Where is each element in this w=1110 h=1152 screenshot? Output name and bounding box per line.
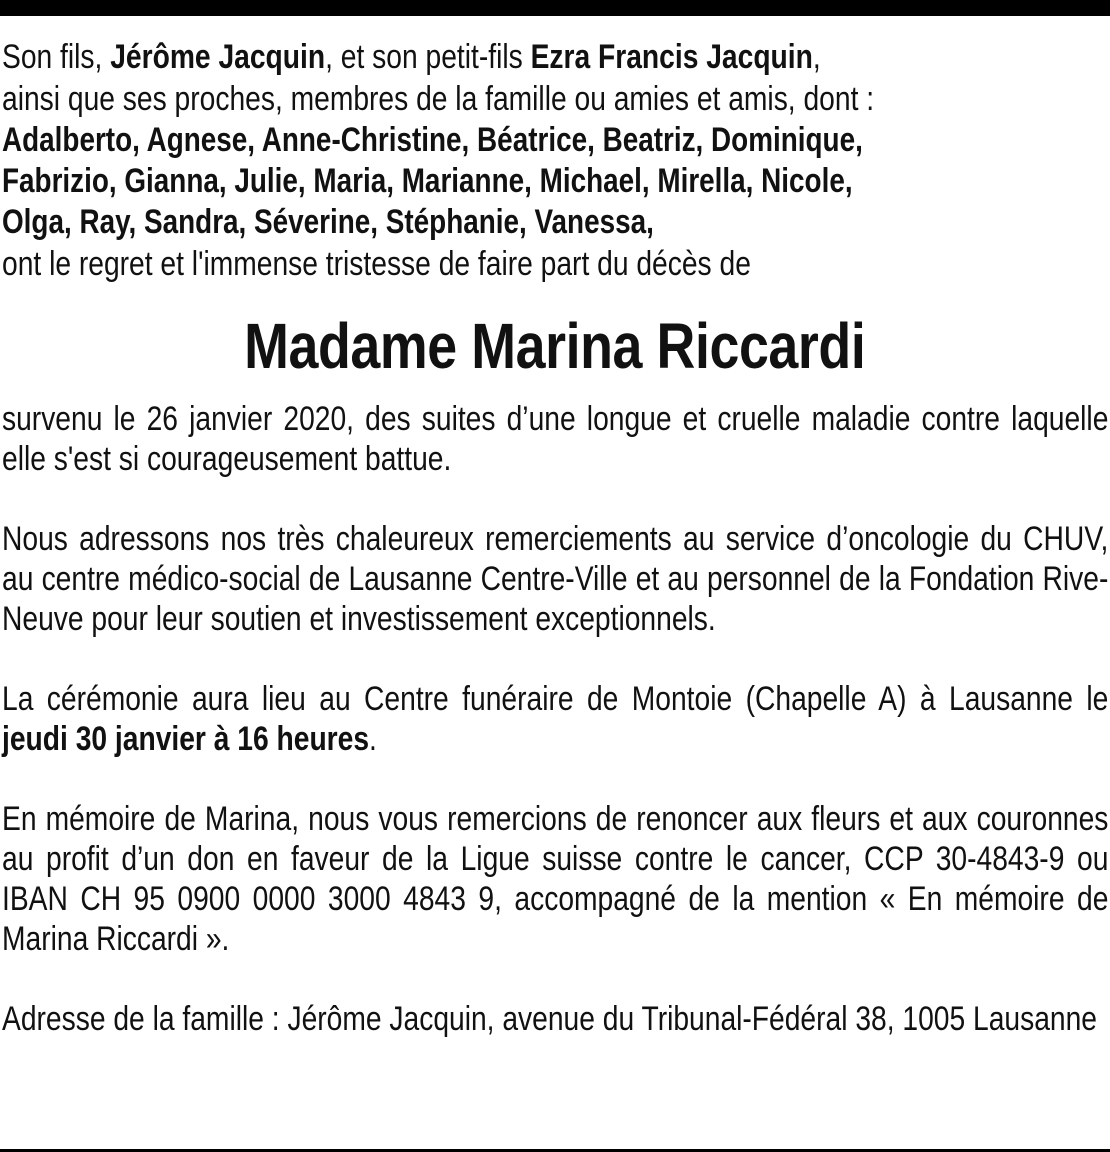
date-paragraph: survenu le 26 janvier 2020, des suites d’une longue et cruelle maladie contre laquelle elle s'est si courageusement battue. <box>2 400 1109 478</box>
thanks-paragraph: Nous adressons nos très chaleureux remerciements au service d’oncologie du CHUV, au centre médico-social de Lausanne Centre-Ville et au personnel de la Fondation Rive-Neuve pour leur soutien et investissement exceptionnels. <box>2 520 1109 638</box>
ceremony-date: jeudi 30 janvier à 16 heures <box>2 720 370 758</box>
ceremony-paragraph <box>2 679 1108 759</box>
paragraph-spacer <box>2 959 1108 999</box>
deceased-name: Madame Marina Riccardi <box>244 310 866 382</box>
grandson-name: Ezra Francis Jacquin <box>530 38 813 76</box>
son-name: Jérôme Jacquin <box>110 38 326 76</box>
intro-line-family <box>2 36 920 78</box>
obituary-notice <box>2 36 1108 1039</box>
intro-line-relatives: ainsi que ses proches, membres de la famille ou amies et amis, dont : <box>2 80 875 118</box>
relatives-names-line: Olga, Ray, Sandra, Séverine, Stéphanie, Vanessa, <box>2 203 654 241</box>
ceremony-text: La cérémonie aura lieu au Centre funéraire de Montoie (Chapelle A) à Lausanne le <box>2 680 1109 718</box>
deceased-name-heading <box>2 310 1108 382</box>
top-rule <box>0 0 1110 16</box>
address-paragraph: Adresse de la famille : Jérôme Jacquin, avenue du Tribunal-Fédéral 38, 1005 Lausanne <box>2 1000 1097 1038</box>
ceremony-text: . <box>369 720 377 758</box>
memory-paragraph: En mémoire de Marina, nous vous remercions de renoncer aux fleurs et aux couronnes au profit d’un don en faveur de la Ligue suisse contre le cancer, CCP 30-4843-9 ou IBAN CH 95 0900 0000 3000 4843 9, accompagné de la mention « En mémoire de Marina Riccardi ». <box>2 800 1109 958</box>
paragraph-spacer <box>2 479 1108 519</box>
relatives-names-line: Fabrizio, Gianna, Julie, Maria, Marianne, Michael, Mirella, Nicole, <box>2 162 853 200</box>
paragraph-spacer <box>2 759 1108 799</box>
regret-line: ont le regret et l'immense tristesse de faire part du décès de <box>2 245 751 283</box>
intro-text: Son fils, <box>2 38 111 76</box>
intro-text: , <box>812 38 821 76</box>
intro-text: , et son petit-fils <box>325 38 531 76</box>
relatives-names-line: Adalberto, Agnese, Anne-Christine, Béatrice, Beatriz, Dominique, <box>2 121 863 159</box>
paragraph-spacer <box>2 639 1108 679</box>
